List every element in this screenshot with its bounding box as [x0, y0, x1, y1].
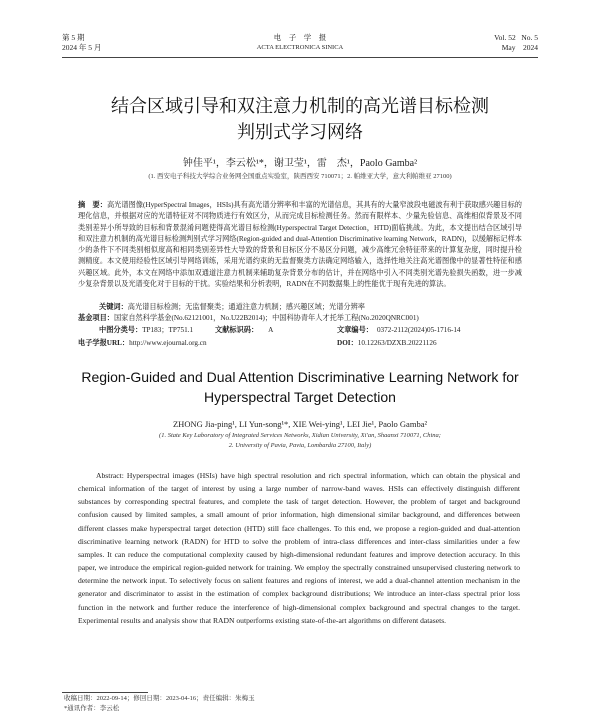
paper-title-en: [62, 367, 538, 407]
affiliations-en: [62, 431, 538, 451]
funding-cn-label: 基金项目：: [78, 314, 114, 322]
clc-value: TP183；TP751.1: [142, 326, 194, 334]
paper-title-en-line1: Region-Guided and Dual Attention Discriminative Learning Network for: [81, 369, 519, 385]
running-header-right: [494, 33, 538, 53]
doi-field: [337, 338, 437, 349]
issue-date: 2024 年 5 月: [62, 43, 102, 52]
paper-title-cn: [62, 93, 538, 145]
abstract-en-text: Hyperspectral images (HSIs) have high spectral resolution and rich spectral information, which can obtain the physical and chemical information of the target of interest by using a large number of narrow-band waves. HSIs can effectively distinguish different substances by corresponding spectral features, and complete the task of target detection. However, the problem of target and background confusion caused by limited samples, a small amount of prior information, high dimensional similar background, and differences between different classes make hyperspectral target detection (HTD) still face challenges. To this end, we propose a region-guided and dual-attention discriminative learning network (RADN) for HTD to solve the problem of intra-class differences and inter-class similarities under a few samples. It can reduce the computational complexity caused by high-dimensional redundant features and improve detection accuracy. In this paper, we introduce the empirical region-guided network for training. We employ the spectrally constrained unsupervised clustering network to determine the network input. To selectively focus on salient features and regions of interest, we add a dual-channel attention mechanism in the generator and discriminator to assist in the estimation of complex background distributions; We introduce an inter-class spectral prior loss function in the network and further reduce the interference of high-dimensional complex background and spectral changes to the target. Experimental results and analysis show that RADN outperforms existing state-of-the-art algorithms on different datasets.: [78, 471, 520, 625]
keywords-cn: [99, 302, 522, 313]
doc-code-label: 文献标识码：: [215, 326, 259, 334]
running-header-left: [62, 33, 101, 53]
issue-number: 第 5 期: [62, 33, 85, 42]
abstract-en: [78, 469, 520, 627]
paper-title-cn-line1: 结合区域引导和双注意力机制的高光谱目标检测: [111, 96, 489, 116]
doc-code-field: [215, 325, 273, 336]
journal-url-link[interactable]: http://www.ejournal.org.cn: [129, 339, 207, 347]
paper-title-en-line2: Hyperspectral Target Detection: [204, 389, 396, 405]
issue-date-en: May 2024: [501, 43, 538, 52]
clc-field: [99, 325, 193, 336]
corresponding-author-note: *通讯作者：李云松: [64, 705, 120, 712]
journal-name-cn: 电 子 学 报: [273, 33, 327, 42]
running-header-center: [200, 33, 400, 53]
affiliations-cn: (1. 西安电子科技大学综合业务网全国重点实验室，陕西西安 710071；2. 帕维亚大学，意大利帕维亚 27100): [148, 173, 452, 180]
paper-title-cn-line2: 判别式学习网络: [237, 122, 363, 142]
article-number-field: [337, 325, 461, 336]
footnote-divider: [62, 692, 148, 693]
doi-label: DOI：: [337, 339, 358, 347]
journal-url-label: 电子学报URL：: [78, 339, 130, 347]
funding-cn: [78, 313, 522, 324]
abstract-en-label: Abstract:: [96, 471, 124, 480]
clc-label: 中图分类号：: [99, 326, 143, 334]
affiliation-en-line1: (1. State Key Laboratory of Integrated Services Networks, Xidian University, Xi'an, Shaanxi 710071, China;: [159, 432, 441, 439]
abstract-cn-text: 高光谱图像(HyperSpectral Images，HSIs)具有高光谱分辨率和丰富的光谱信息，其具有的大量窄波段电磁波有利于获取感兴趣目标的理化信息，并根据对应的光谱特征对不同物质进行有效区分，从而完成目标检测任务。然而有限样本、少量先验信息、高维相似背景及不同类别差异小所导致的目标和背景混淆问题使得高光谱目标检测(Hyperspectral Target Detection，HTD)面临挑战。为此，本文提出结合区域引导和双注意力机制的高光谱目标检测判别式学习网络(Region-guided and dual-Attention Discriminative learning Network，RADN)，以缓解标记样本少的条件下不同类别相似度高和相同类别差异性大导致的背景和目标区分不易区分问题，减少高维冗余特征带来的计算复杂度，同时提升检测精度。本文使用经验性区域引导网络训练，采用光谱约束的无监督聚类方法确定网络输入，选择性地关注高光谱图像中的显著性特征和感兴趣区域。此外，本文在网络中添加双通道注意力机制来辅助复杂背景分布的估计，并在网络中引入不同类别光谱先验损失函数，进一步减少复杂背景以及光谱变化对于目标的干扰。实验结果和分析表明，RADN在不同数据集上的性能优于现有先进的算法。: [78, 201, 522, 289]
doi-link[interactable]: 10.12263/DZXB.20221126: [357, 339, 437, 347]
volume-number: Vol. 52 No. 5: [494, 33, 538, 42]
journal-name-en: ACTA ELECTRONICA SINICA: [256, 44, 344, 51]
article-number-label: 文章编号：: [337, 326, 373, 334]
funding-cn-text: 国家自然科学基金(No.62121001，No.U22B2014)；中国科协青年人才托举工程(No.2020QNRC001): [113, 314, 419, 322]
author-list-cn: 钟佳平¹，李云松¹*，谢卫莹¹，雷 杰¹，Paolo Gamba²: [182, 158, 418, 169]
abstract-cn-label: 摘 要：: [78, 201, 107, 209]
doc-code-value: A: [268, 326, 274, 334]
keywords-cn-text: 高光谱目标检测；无监督聚类；通道注意力机制；感兴趣区域；光谱分辨率: [127, 303, 365, 311]
article-number-value: 0372-2112(2024)05-1716-14: [376, 326, 461, 334]
affiliation-en-line2: 2. University of Pavia, Pavia, Lombardia 27100, Italy): [228, 442, 372, 449]
keywords-cn-label: 关键词：: [99, 303, 128, 311]
author-list-en: ZHONG Jia-ping¹, LI Yun-song¹*, XIE Wei-ying¹, LEI Jie¹, Paolo Gamba²: [172, 419, 428, 429]
abstract-cn: [78, 200, 522, 290]
footnotes: [64, 694, 255, 714]
received-date-note: 收稿日期：2022-09-14；修回日期：2023-04-16；责任编辑：朱梅玉: [64, 695, 255, 702]
journal-url-field: [78, 338, 207, 349]
header-divider: [62, 57, 538, 58]
